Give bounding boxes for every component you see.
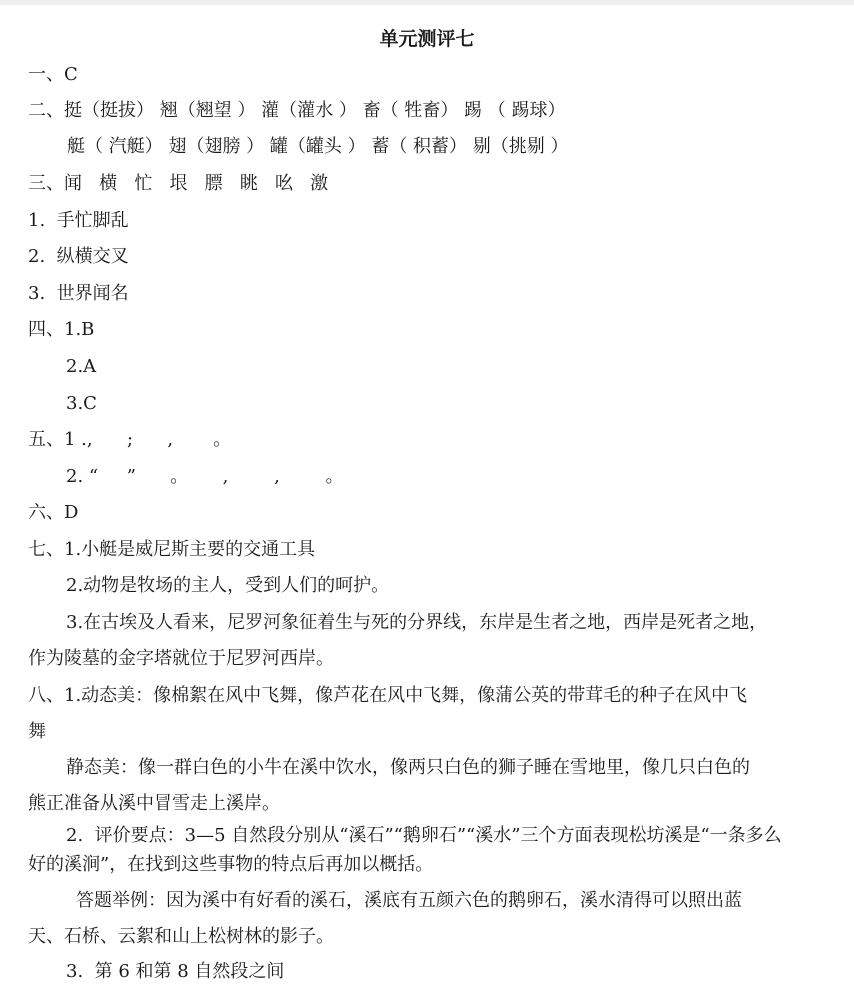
answer-section-7-item-3-line-1: 3.在古埃及人看来，尼罗河象征着生与死的分界线，东岸是生者之地，西岸是死者之地， (66, 612, 768, 633)
answer-section-8-example-line-2: 天、石桥、云絮和山上松树林的影子。 (28, 926, 334, 947)
answer-section-3-item-3: 3. 世界闻名 (28, 283, 129, 304)
answer-section-7-item-2: 2.动物是牧场的主人，受到人们的呵护。 (66, 575, 390, 596)
top-border (0, 0, 854, 5)
answer-section-2-row-2: 艇（ 汽艇） 翅（翅膀 ） 罐（罐头 ） 蓄（ 积蓄） 剔（挑剔 ） (67, 136, 569, 157)
answer-section-6: 六、D (28, 502, 79, 523)
answer-section-5-row-2: 2. “ ” 。 , , 。 (66, 466, 344, 487)
answer-section-8-example-line-1: 答题举例：因为溪中有好看的溪石，溪底有五颜六色的鹅卵石，溪水清得可以照出蓝 (76, 890, 742, 911)
page-title: 单元测评七 (379, 28, 475, 50)
answer-section-8-static-line-1: 静态美：像一群白色的小牛在溪中饮水，像两只白色的狮子睡在雪地里，像几只白色的 (66, 757, 750, 778)
answer-section-8-item-2-line-2: 好的溪涧”，在找到这些事物的特点后再加以概括。 (28, 854, 434, 875)
answer-section-8-item-2-line-1: 2. 评价要点：3—5 自然段分别从“溪石”“鹅卵石”“溪水”三个方面表现松坊溪是“一条多么 (66, 825, 782, 846)
answer-section-3-header: 三、闻 横 忙 垠 膘 眺 吆 激 (28, 173, 329, 194)
answer-section-4-header: 四、1.B (28, 319, 95, 340)
answer-section-7-item-3-line-2: 作为陵墓的金字塔就位于尼罗河西岸。 (28, 648, 334, 669)
answer-section-8-item-1-line-2: 舞 (28, 721, 46, 742)
answer-section-2-row-1: 二、挺（挺拔） 翘（翘望 ） 灌（灌水 ） 畜（ 牲畜） 踢 （ 踢球） (28, 100, 566, 121)
answer-section-4-item-2: 2.A (66, 356, 97, 377)
answer-section-3-item-1: 1. 手忙脚乱 (28, 210, 129, 231)
answer-section-8-static-line-2: 熊正准备从溪中冒雪走上溪岸。 (28, 793, 280, 814)
answer-section-5-row-1: 五、1 ., ; , 。 (28, 429, 232, 450)
answer-section-1: 一、C (28, 64, 78, 85)
answer-section-3-item-2: 2. 纵横交叉 (28, 246, 129, 267)
answer-section-4-item-3: 3.C (66, 393, 97, 414)
answer-section-8-item-1-line-1: 八、1.动态美：像棉絮在风中飞舞，像芦花在风中飞舞，像蒲公英的带茸毛的种子在风中飞 (28, 685, 748, 706)
answer-section-7-item-1: 七、1.小艇是威尼斯主要的交通工具 (28, 539, 316, 560)
answer-section-8-item-3: 3. 第 6 和第 8 自然段之间 (66, 961, 285, 982)
